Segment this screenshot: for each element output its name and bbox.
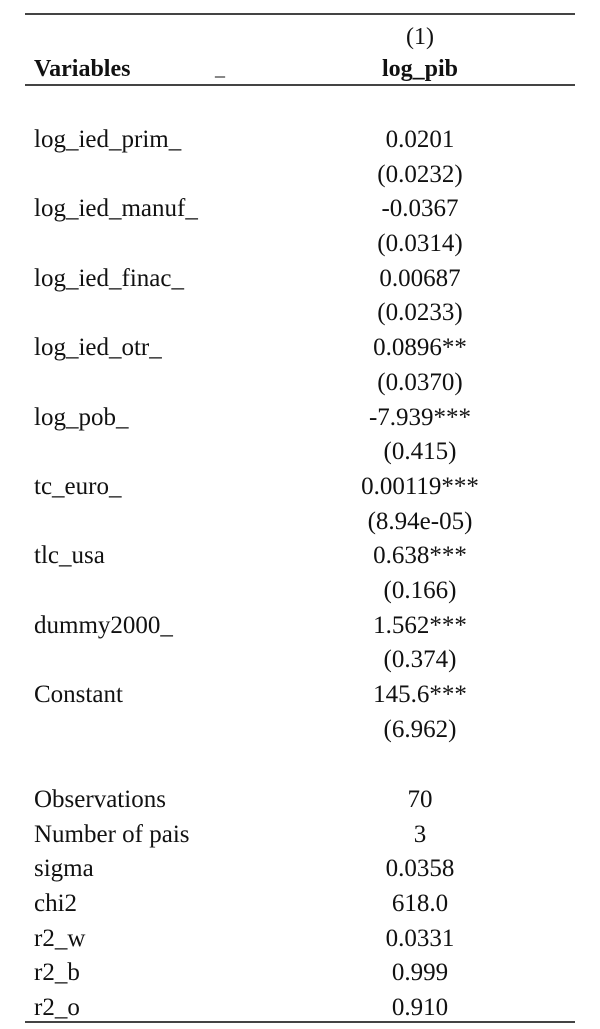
stat-label: Observations bbox=[34, 786, 166, 813]
stat-row bbox=[0, 887, 600, 922]
stray-mark: _ bbox=[215, 58, 225, 80]
se-row bbox=[0, 227, 600, 262]
standard-error: (0.0232) bbox=[377, 160, 463, 188]
stat-value: 618.0 bbox=[391, 890, 449, 918]
stat-value: 0.910 bbox=[391, 994, 449, 1022]
coef-row bbox=[0, 262, 600, 297]
coef-row bbox=[0, 331, 600, 366]
coefficient: 0.00119*** bbox=[361, 472, 479, 500]
stat-row bbox=[0, 818, 600, 853]
stat-value: 0.0331 bbox=[385, 924, 455, 952]
stat-value: 70 bbox=[407, 786, 433, 813]
stat-label: r2_o bbox=[34, 994, 80, 1022]
variable-name: tc_euro_ bbox=[34, 472, 122, 500]
bottom-rule bbox=[25, 1021, 575, 1023]
se-row bbox=[0, 574, 600, 609]
variable-name: log_ied_prim_ bbox=[34, 126, 182, 153]
stat-label: chi2 bbox=[34, 890, 78, 918]
coef-row bbox=[0, 192, 600, 227]
standard-error: (0.0233) bbox=[377, 299, 463, 327]
stat-label: Number of pais bbox=[34, 820, 190, 848]
coefficient: -0.0367 bbox=[381, 195, 459, 223]
coef-row bbox=[0, 401, 600, 436]
variable-name: log_ied_finac_ bbox=[34, 264, 184, 292]
coefficient: 1.562*** bbox=[373, 611, 467, 639]
dependent-variable-header: log_pib bbox=[381, 56, 459, 82]
se-row bbox=[0, 366, 600, 401]
coefficient: 0.638*** bbox=[373, 542, 467, 570]
stat-label: sigma bbox=[34, 855, 94, 883]
coef-row bbox=[0, 123, 600, 158]
standard-error: (0.374) bbox=[383, 646, 457, 674]
se-row bbox=[0, 505, 600, 540]
stat-label: r2_w bbox=[34, 924, 86, 952]
se-row bbox=[0, 158, 600, 193]
coefficient: 0.0201 bbox=[385, 126, 455, 153]
variable-name: dummy2000_ bbox=[34, 611, 173, 639]
coefficient: 145.6*** bbox=[373, 681, 467, 708]
header-rule bbox=[25, 84, 575, 86]
stat-row bbox=[0, 956, 600, 991]
standard-error: (0.0314) bbox=[377, 230, 463, 258]
statistics-rows bbox=[0, 783, 600, 1026]
stat-value: 0.999 bbox=[391, 959, 449, 987]
coef-row bbox=[0, 678, 600, 713]
stat-label: r2_b bbox=[34, 959, 80, 987]
stat-value: 3 bbox=[413, 820, 427, 848]
standard-error: (0.0370) bbox=[377, 368, 463, 396]
coefficient: 0.0896** bbox=[373, 334, 467, 362]
variable-name: log_ied_manuf_ bbox=[34, 195, 198, 223]
variable-name: log_ied_otr_ bbox=[34, 334, 162, 362]
coefficient: 0.00687 bbox=[379, 264, 461, 292]
model-number: (1) bbox=[406, 24, 434, 50]
stat-value: 0.0358 bbox=[385, 855, 455, 883]
stat-row bbox=[0, 922, 600, 957]
standard-error: (6.962) bbox=[383, 715, 457, 743]
se-row bbox=[0, 643, 600, 678]
stat-row bbox=[0, 852, 600, 887]
standard-error: (8.94e-05) bbox=[367, 507, 473, 535]
se-row bbox=[0, 435, 600, 470]
standard-error: (0.166) bbox=[383, 576, 457, 604]
se-row bbox=[0, 296, 600, 331]
coef-row bbox=[0, 539, 600, 574]
variable-name: Constant bbox=[34, 681, 123, 708]
standard-error: (0.415) bbox=[383, 438, 457, 466]
stat-row bbox=[0, 783, 600, 818]
variables-header: Variables bbox=[34, 56, 131, 82]
coefficient: -7.939*** bbox=[368, 403, 472, 431]
se-row bbox=[0, 713, 600, 748]
variable-name: log_pob_ bbox=[34, 403, 129, 431]
variable-name: tlc_usa bbox=[34, 542, 105, 570]
coef-row bbox=[0, 609, 600, 644]
coefficient-rows bbox=[0, 123, 600, 747]
coef-row bbox=[0, 470, 600, 505]
top-rule bbox=[25, 13, 575, 15]
